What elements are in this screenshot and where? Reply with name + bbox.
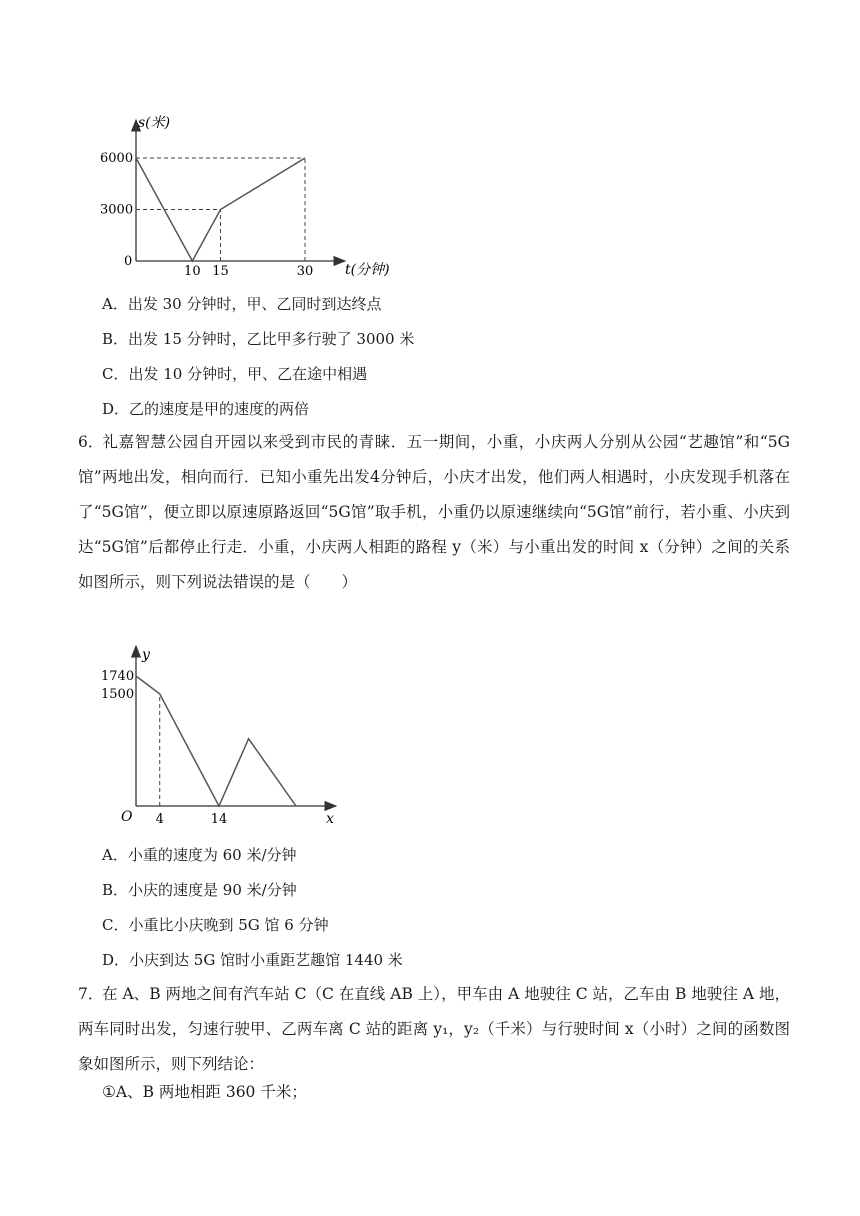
question-6-text: 礼嘉智慧公园自开园以来受到市民的青睐．五一期间，小重，小庆两人分别从公园“艺趣馆”和“5G馆”两地出发，相向而行．已知小重先出发4分钟后，小庆才出发，他们两人相遇时，小庆发现手机落在了“5G馆”，便立即以原速原路返回“5G馆”取手机，小重仍以原速继续向“5G馆”前行，若小重、小庆到达“5G馆”后都停止行走．小重，小庆两人相距的路程 y（米）与小重出发的时间 x（分钟）之间的关系如图所示，则下列说法错误的是（ ） [78,433,790,591]
q5-option-d: D．乙的速度是甲的速度的两倍 [102,400,310,418]
chart-1-x-label: t(分钟) [345,262,390,278]
q5-option-a: A．出发 30 分钟时，甲、乙同时到达终点 [102,295,382,313]
chart-1-y-tick-3000: 3000 [100,202,134,218]
chart-1-x-tick-30: 30 [296,264,314,279]
question-7-number: 7． [78,985,104,1003]
q5-option-b: B．出发 15 分钟时，乙比甲多行驶了 3000 米 [102,330,415,348]
question-6 [78,425,790,600]
question-7 [78,977,790,1082]
chart-2-x-label: x [326,811,334,827]
chart-2-series-line [136,676,296,806]
chart-2-x-tick-14: 14 [210,812,228,827]
chart-1-y-tick-6000: 6000 [100,151,134,166]
question-7-text: 在 A、B 两地之间有汽车站 C（C 在直线 AB 上），甲车由 A 地驶往 C 站，乙车由 B 地驶往 A 地，两车同时出发，匀速行驶甲、乙两车离 C 站的距离 y₁，y₂（千米）与行驶时间 x（小时）之间的函数图象如图所示，则下列结论： [78,985,790,1073]
q5-option-c: C．出发 10 分钟时，甲、乙在途中相遇 [102,365,368,383]
chart-1-x-tick-15: 15 [212,264,229,279]
chart-2-origin-label: O [121,809,133,825]
chart-2-y-tick-1740: 1740 [101,669,135,684]
question-7-item-1: ①A、B 两地相距 360 千米； [102,1083,307,1101]
q6-option-b: B．小庆的速度是 90 米/分钟 [102,881,297,899]
q6-option-d: D．小庆到达 5G 馆时小重距艺趣馆 1440 米 [102,951,403,969]
chart-1-svg [0,0,860,300]
chart-1-x-tick-10: 10 [184,264,201,279]
q6-option-a: A．小重的速度为 60 米/分钟 [102,846,297,864]
q6-option-c: C．小重比小庆晚到 5G 馆 6 分钟 [102,916,329,934]
chart-2-x-tick-4: 4 [155,812,164,827]
chart-2-y-label: y [142,647,150,663]
chart-1-origin-label: 0 [124,254,133,269]
question-6-number: 6． [78,433,104,451]
chart-1-y-label: s(米) [138,115,171,131]
chart-2-y-tick-1500: 1500 [101,686,135,702]
